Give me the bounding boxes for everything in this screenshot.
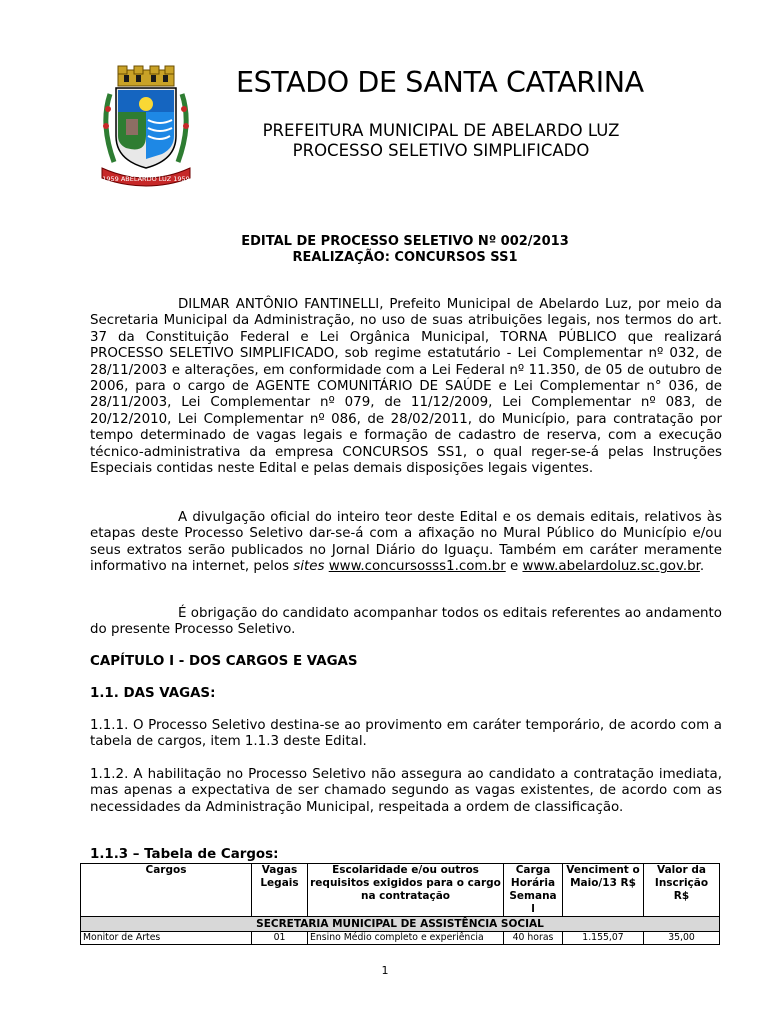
col-carga: Carga Horária Semana l <box>504 864 563 917</box>
concursos-link[interactable]: www.concursosss1.com.br <box>328 559 506 575</box>
and-word: e <box>505 559 523 575</box>
cell-escolaridade: Ensino Médio completo e experiência <box>308 932 504 945</box>
table-row <box>81 932 720 945</box>
intro-paragraph: DILMAR ANTÔNIO FANTINELLI, Prefeito Municipal de Abelardo Luz, por meio da Secretaria Municipal da Administração, no uso de suas atribuições legais, nos termos do art. 37 da Constituição Federal e Lei Orgânica Municipal, TORNA PÚBLICO que realizará PROCESSO SELETIVO SIMPLIFICADO, sob regime estatutário - Lei Complementar nº 032, de 28/11/2003 e alterações, em conformidade com a Lei Federal nº 11.350, de 05 de outubro de 2006, para o cargo de AGENTE COMUNITÁRIO DE SAÚDE e Lei Complementar n° 036, de 28/11/2003, Lei Complementar nº 079, de 11/12/2009, Lei Complementar nº 083, de 20/12/2010, Lei Complementar nº 086, de 28/02/2011, do Município, para contratação por tempo determinado de vagas legais e formação de cadastro de reserva, com a execução técnico-administrativa da empresa CONCURSOS SS1, o qual reger-se-á pelas Instruções Especiais contidas neste Edital e pelas demais disposições legais vigentes. <box>90 297 722 477</box>
svg-text:1959 ABELARDO LUZ 1959: 1959 ABELARDO LUZ 1959 <box>102 175 190 183</box>
prefecture-site-link[interactable]: www.abelardoluz.sc.gov.br <box>522 559 700 575</box>
cell-vencimento: 1.155,07 <box>563 932 644 945</box>
disclosure-text: A divulgação oficial do inteiro teor deste Edital e os demais editais, relativos às etapas deste Processo Seletivo dar-se-á com a afixação no Mural Público do Município e/ou seus extratos serão publicados no Jornal Diário do Iguaçu. Também em caráter meramente informativo na internet, pelos <box>90 510 722 575</box>
clause-1-1-1: 1.1.1. O Processo Seletivo destina-se ao provimento em caráter temporário, de acordo com a tabela de cargos, item 1.1.3 deste Edital. <box>90 718 722 750</box>
table-section-row <box>81 917 720 932</box>
table-header-row <box>81 864 720 917</box>
col-vencimento: Venciment o Maio/13 R$ <box>563 864 644 917</box>
section-heading: 1.1. DAS VAGAS: <box>90 686 216 701</box>
col-inscricao: Valor da Inscrição R$ <box>644 864 720 917</box>
page-number: 1 <box>381 964 389 977</box>
process-name: PROCESSO SELETIVO SIMPLIFICADO <box>292 141 590 160</box>
cell-inscricao: 35,00 <box>644 932 720 945</box>
disclosure-paragraph <box>90 510 722 576</box>
clause-1-1-2: 1.1.2. A habilitação no Processo Seletivo não assegura ao candidato a contratação imediata, mas apenas a expectativa de ser chamado segundo as vagas existentes, de acordo com as necessidades da Administração Municipal, respeitada a ordem de classificação. <box>90 767 722 815</box>
state-title: ESTADO DE SANTA CATARINA <box>236 66 644 99</box>
section-label: SECRETARIA MUNICIPAL DE ASSISTÊNCIA SOCIAL <box>81 917 720 932</box>
edital-realization: REALIZAÇÃO: CONCURSOS SS1 <box>292 250 518 265</box>
cargos-table <box>80 863 720 945</box>
period: . <box>699 559 705 575</box>
col-vagas: Vagas Legais <box>252 864 308 917</box>
table-title: 1.1.3 – Tabela de Cargos: <box>90 847 279 862</box>
cell-vagas: 01 <box>252 932 308 945</box>
prefecture-name: PREFEITURA MUNICIPAL DE ABELARDO LUZ <box>262 121 620 140</box>
edital-title: EDITAL DE PROCESSO SELETIVO Nº 002/2013 <box>241 234 569 249</box>
cell-carga: 40 horas <box>504 932 563 945</box>
cell-cargo: Monitor de Artes <box>81 932 252 945</box>
col-escolaridade: Escolaridade e/ou outros requisitos exigidos para o cargo na contratação <box>308 864 504 917</box>
sites-word: sites <box>293 559 325 575</box>
municipal-coat-of-arms-icon <box>96 64 196 192</box>
obligation-paragraph: É obrigação do candidato acompanhar todos os editais referentes ao andamento do presente Processo Seletivo. <box>90 606 722 638</box>
chapter-heading: CAPÍTULO I - DOS CARGOS E VAGAS <box>90 654 358 669</box>
col-cargos: Cargos <box>81 864 252 917</box>
